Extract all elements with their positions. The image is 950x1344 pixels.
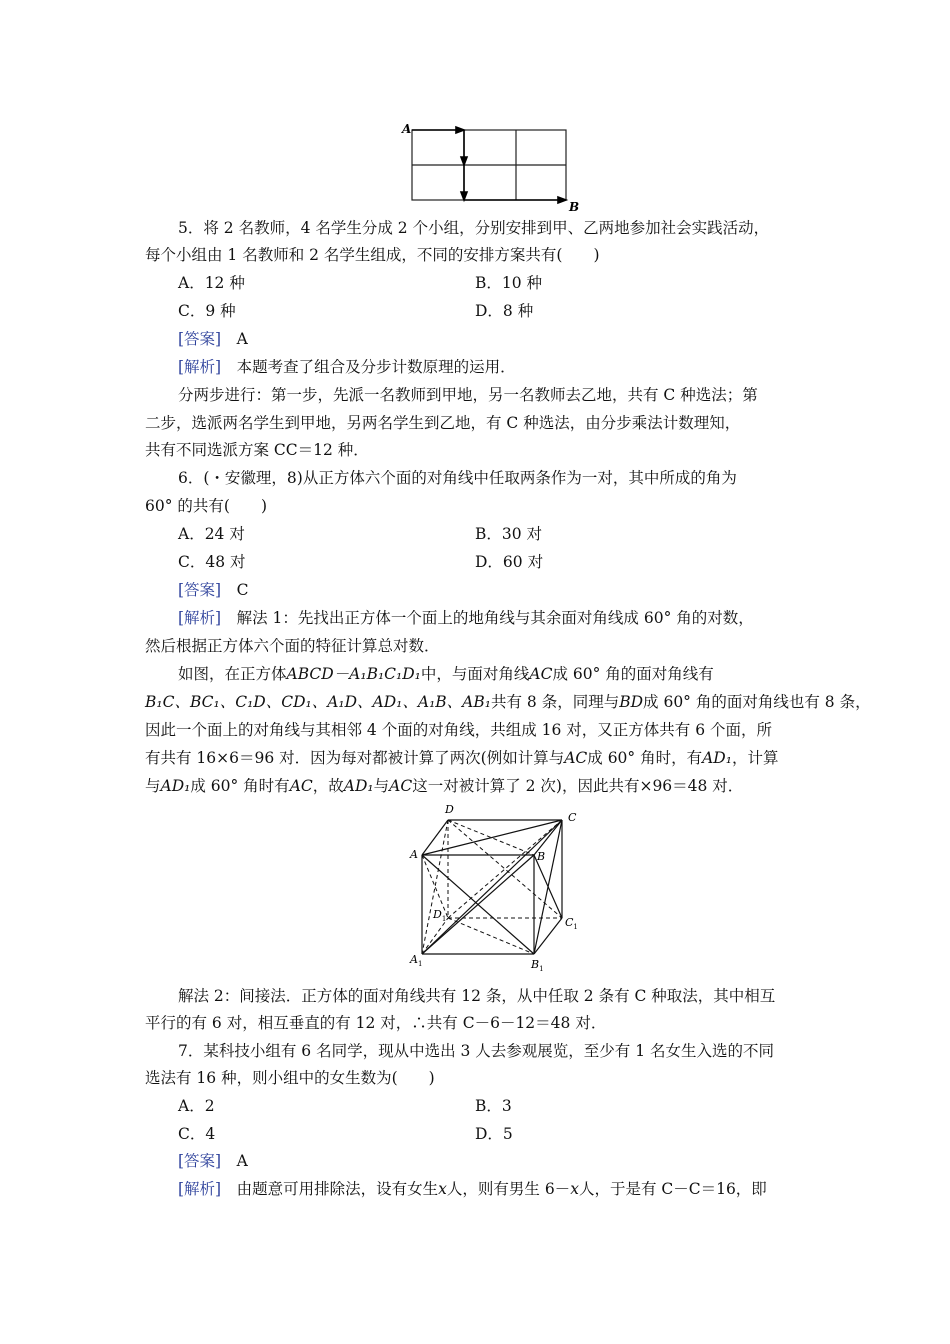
q6-method2-line2: 平行的有 6 对，相互垂直的有 12 对，∴共有 C－6－12＝48 对． xyxy=(145,1014,607,1032)
q6-para5: 与AD₁成 60° 角时有AC，故AD₁与AC这一对被计算了 2 次)，因此共有×96＝48 对． xyxy=(145,777,744,795)
q7-analysis: [解析] 由题意可用排除法，设有女生x人，则有男生 6－x人，于是有 C－C＝16，即 xyxy=(178,1180,767,1198)
q5-step2: 二步，选派两名学生到甲地，另两名学生到乙地，有 C 种选法，由分步乘法计数理知， xyxy=(145,414,741,432)
vertex-label-a1: $A_1$ xyxy=(410,953,423,968)
q7-option-c: C．4 xyxy=(178,1125,216,1143)
q5-option-d: D．8 种 xyxy=(475,302,534,320)
answer-tag: [答案] xyxy=(178,1152,222,1170)
q7-stem-line2: 选法有 16 种，则小组中的女生数为( ) xyxy=(145,1069,435,1087)
q5-answer xyxy=(178,329,838,349)
q5-analysis xyxy=(178,357,838,377)
q7-option-a: A．2 xyxy=(178,1097,215,1115)
vertex-label-d: D xyxy=(445,803,454,816)
q6-para4: 有共有 16×6＝96 对．因为每对都被计算了两次(例如计算与AC成 60° 角时，有AD₁，计算 xyxy=(145,749,779,767)
answer-tag: [答案] xyxy=(178,330,222,348)
analysis-tag: [解析] xyxy=(178,609,222,627)
analysis-text: 本题考查了组合及分步计数原理的运用． xyxy=(236,358,516,376)
q6-stem-line1: 6．(・安徽理，8)从正方体六个面的对角线中任取两条作为一对，其中所成的角为 xyxy=(178,469,737,487)
q6-para3: 因此一个面上的对角线与其相邻 4 个面的对角线，共组成 16 对，又正方体共有 6 个面，所 xyxy=(145,721,773,739)
grid-label-a: A xyxy=(402,122,412,136)
q6-option-a: A．24 对 xyxy=(178,525,245,543)
q5-option-a: A．12 种 xyxy=(178,274,245,292)
vertex-label-c1: $C_1$ xyxy=(565,916,578,931)
q7-answer xyxy=(178,1151,838,1171)
vertex-label-a: A xyxy=(410,848,418,861)
q7-option-b: B．3 xyxy=(475,1097,512,1115)
q6-analysis-line2: 然后根据正方体六个面的特征计算总对数． xyxy=(145,637,440,655)
q6-option-c: C．48 对 xyxy=(178,553,246,571)
q6-answer xyxy=(178,580,838,600)
analysis-tag: [解析] xyxy=(178,1180,222,1198)
answer-value: A xyxy=(236,1152,248,1170)
q6-analysis-line1 xyxy=(178,608,838,628)
grid-label-b: B xyxy=(569,200,580,214)
q5-step3: 共有不同选派方案 CC＝12 种． xyxy=(145,441,369,459)
vertex-label-d1: $D_1$ xyxy=(433,908,447,923)
q5-stem-line1: 5．将 2 名教师，4 名学生分成 2 个小组，分别安排到甲、乙两地参加社会实践活动， xyxy=(178,219,770,237)
q6-para1: 如图，在正方体ABCD－A₁B₁C₁D₁中，与面对角线AC成 60° 角的面对角线有 xyxy=(178,665,714,683)
cube-figure xyxy=(400,800,590,976)
vertex-label-b: B xyxy=(537,850,546,863)
q6-option-b: B．30 对 xyxy=(475,525,543,543)
analysis-text: 解法 1：先找出正方体一个面上的地角线与其余面对角线成 60° 角的对数， xyxy=(236,609,754,627)
q5-stem-line2: 每个小组由 1 名教师和 2 名学生组成，不同的安排方案共有( ) xyxy=(145,246,600,264)
q5-step1: 分两步进行：第一步，先派一名教师到甲地，另一名教师去乙地，共有 C 种选法；第 xyxy=(178,386,758,404)
q7-option-d: D．5 xyxy=(475,1125,513,1143)
analysis-tag: [解析] xyxy=(178,358,222,376)
q6-stem-line2: 60° 的共有( ) xyxy=(145,497,267,515)
q6-option-d: D．60 对 xyxy=(475,553,544,571)
path-grid-figure xyxy=(398,118,588,214)
q6-method2-line1: 解法 2：间接法．正方体的面对角线共有 12 条，从中任取 2 条有 C 种取法，其中相互 xyxy=(178,987,776,1005)
q5-option-b: B．10 种 xyxy=(475,274,543,292)
answer-value: A xyxy=(236,330,248,348)
answer-value: C xyxy=(236,581,249,599)
vertex-label-b1: $B_1$ xyxy=(531,958,544,973)
q6-para2: B₁C、BC₁、C₁D、CD₁、A₁D、AD₁、A₁B、AB₁共有 8 条，同理与BD成 60° 角的面对角线也有 8 条， xyxy=(145,693,871,711)
q5-option-c: C．9 种 xyxy=(178,302,236,320)
answer-tag: [答案] xyxy=(178,581,222,599)
q7-stem-line1: 7．某科技小组有 6 名同学，现从中选出 3 人去参观展览，至少有 1 名女生入选的不同 xyxy=(178,1042,775,1060)
vertex-label-c: C xyxy=(568,811,577,824)
